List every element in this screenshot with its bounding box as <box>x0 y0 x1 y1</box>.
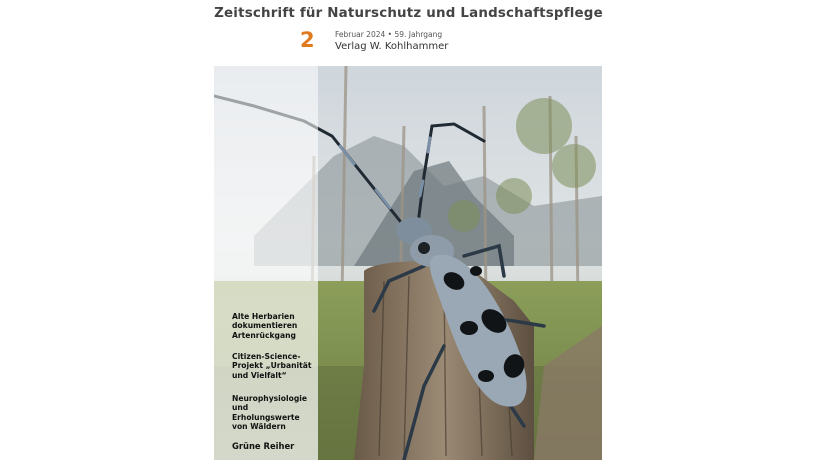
teaser-herbarien[interactable]: Alte Herbarien dokumentieren Artenrückgang <box>232 312 298 340</box>
cover-text-panel <box>214 66 318 460</box>
issue-number: 2 <box>300 28 315 52</box>
teaser-neurophysiologie[interactable]: Neurophysiologie und Erholungswerte von Wäldern <box>232 394 308 432</box>
teaser-citizen-science[interactable]: Citizen-Science- Projekt „Urbanität und Vielfalt“ <box>232 352 312 380</box>
publisher-name: Verlag W. Kohlhammer <box>335 41 449 52</box>
cover-image <box>214 66 602 460</box>
issue-date: Februar 2024 • 59. Jahrgang <box>335 30 443 39</box>
magazine-title: Zeitschrift für Naturschutz und Landschaftspflege <box>214 6 603 21</box>
teaser-gruene-reiher[interactable]: Grüne Reiher <box>232 441 295 451</box>
